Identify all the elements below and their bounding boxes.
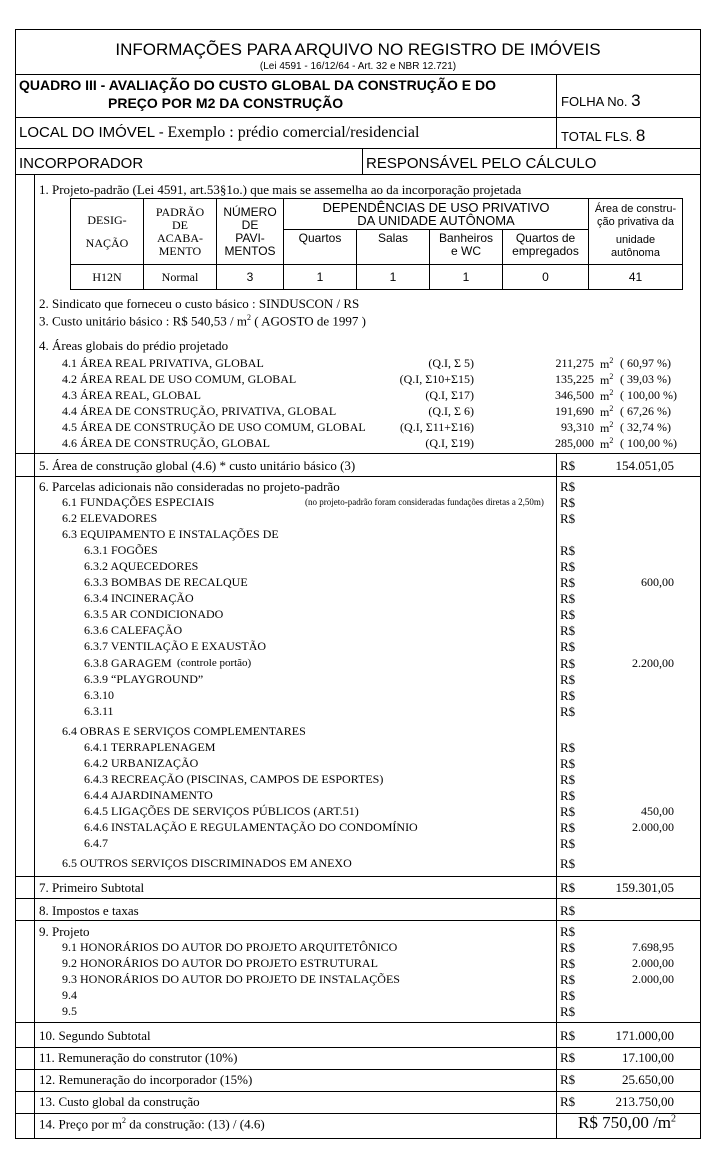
item11-label: 11. Remuneração do construtor (10%) xyxy=(39,1050,238,1065)
item-9-value: 2.000,00 xyxy=(632,956,674,970)
divider xyxy=(15,876,701,877)
table-cell: 0 xyxy=(503,265,589,290)
local-imovel: LOCAL DO IMÓVEL - Exemplo : prédio comercial/residencial xyxy=(19,124,420,141)
item-9-row: 9.4 xyxy=(62,988,77,1002)
currency-label: R$ xyxy=(560,924,576,939)
responsavel-label: RESPONSÁVEL PELO CÁLCULO xyxy=(366,155,597,172)
area-row-unit: $m^2$ xyxy=(600,372,614,387)
area-row-ref: (Q.I, Σ11+Σ16) xyxy=(400,420,474,434)
item-6-row: 6.4.4 AJARDINAMENTO xyxy=(84,788,213,802)
currency-label: R$ xyxy=(560,656,576,671)
item-6-row: 6.4.1 TERRAPLENAGEM xyxy=(84,740,216,754)
item-9-row: 9. Projeto xyxy=(39,924,90,939)
table-cell: 1 xyxy=(357,265,430,290)
total-fls: TOTAL FLS. 8 xyxy=(561,126,646,145)
area-row-unit: $m^2$ xyxy=(600,436,614,451)
currency-label: R$ xyxy=(560,623,576,638)
currency-column-line xyxy=(556,453,557,1139)
item-7-value: 159.301,05 xyxy=(615,880,674,895)
area-row-label: 4.1 ÁREA REAL PRIVATIVA, GLOBAL xyxy=(62,356,264,370)
area-row-ref: (Q.I, Σ 5) xyxy=(428,356,474,370)
area-row-ref: (Q.I, Σ 6) xyxy=(428,404,474,418)
col-banheiros: Banheiros e WC xyxy=(430,230,503,265)
item-6-value: 600,00 xyxy=(641,575,674,589)
quadro-title-line1: QUADRO III - AVALIAÇÃO DO CUSTO GLOBAL DA CONSTRUÇÃO E DO xyxy=(19,77,497,93)
item-6-row: 6.3 EQUIPAMENTO E INSTALAÇÕES DE xyxy=(62,527,279,541)
item-7-label: 7. Primeiro Subtotal xyxy=(39,880,145,895)
item-6-row: 6.3.7 VENTILAÇÃO E EXAUSTÃO xyxy=(84,639,267,653)
area-row-ref: (Q.I, Σ10+Σ15) xyxy=(399,372,474,386)
divider xyxy=(362,148,363,174)
divider xyxy=(15,1047,701,1048)
currency-label: R$ xyxy=(560,880,576,895)
divider xyxy=(15,476,701,477)
currency-label: R$ xyxy=(560,672,576,687)
incorporador-label: INCORPORADOR xyxy=(19,155,144,172)
item-9-row: 9.5 xyxy=(62,1004,77,1018)
currency-label: R$ xyxy=(560,543,576,558)
table-cell: 1 xyxy=(430,265,503,290)
folha-value: 3 xyxy=(631,91,641,110)
divider xyxy=(15,74,701,75)
table-cell: H12N xyxy=(71,265,144,290)
divider xyxy=(15,1022,701,1023)
divider xyxy=(15,174,701,175)
area-row-value: 346,500 xyxy=(555,388,594,402)
item-9-value: 2.000,00 xyxy=(632,972,674,986)
item-9-row: 9.3 HONORÁRIOS DO AUTOR DO PROJETO DE INSTALAÇÕES xyxy=(62,972,400,986)
col-numero: NÚMERO DE PAVI- MENTOS xyxy=(217,199,284,265)
currency-label: R$ xyxy=(560,704,576,719)
area-row-unit: $m^2$ xyxy=(600,420,614,435)
item-6-row: 6.5 OUTROS SERVIÇOS DISCRIMINADOS EM ANEXO xyxy=(62,856,352,870)
col-dependencias: DEPENDÊNCIAS DE USO PRIVATIVO DA UNIDADE AUTÔNOMA xyxy=(284,199,589,230)
item-6-row: 6.3.10 xyxy=(84,688,114,702)
area-row-value: 93,310 xyxy=(561,420,594,434)
item-6-row: 6.3.5 AR CONDICIONADO xyxy=(84,607,224,621)
item10-value: 171.000,00 xyxy=(615,1028,674,1043)
quadro-title-line2: PREÇO POR M2 DA CONSTRUÇÃO xyxy=(108,95,344,111)
divider xyxy=(15,453,701,454)
currency-label: R$ xyxy=(560,495,576,510)
folha-label: FOLHA No. 3 xyxy=(561,91,641,110)
item-6-value: 2.000,00 xyxy=(632,820,674,834)
item-8-label: 8. Impostos e taxas xyxy=(39,903,139,918)
item12-label: 12. Remuneração do incorporador (15%) xyxy=(39,1072,253,1087)
divider xyxy=(15,1091,701,1092)
currency-label: R$ xyxy=(560,1004,576,1019)
currency-label: R$ xyxy=(560,988,576,1003)
currency-label: R$ xyxy=(560,940,576,955)
col-quartos: Quartos xyxy=(284,230,357,265)
currency-label: R$ xyxy=(560,972,576,987)
area-row-ref: (Q.I, Σ17) xyxy=(425,388,474,402)
divider xyxy=(15,898,701,899)
item-9-row: 9.1 HONORÁRIOS DO AUTOR DO PROJETO ARQUITETÔNICO xyxy=(62,940,398,954)
area-row-percent: ( 32,74 %) xyxy=(620,420,671,434)
currency-label: R$ xyxy=(560,756,576,771)
item12-value: 25.650,00 xyxy=(622,1072,674,1087)
item-6-row: 6.4.3 RECREAÇÃO (PISCINAS, CAMPOS DE ESPORTES) xyxy=(84,772,384,786)
divider xyxy=(556,74,557,148)
item-2-text: 2. Sindicato que forneceu o custo básico : SINDUSCON / RS xyxy=(39,296,360,311)
table-cell: Normal xyxy=(144,265,217,290)
form-subtitle: (Lei 4591 - 16/12/64 - Art. 32 e NBR 12.721) xyxy=(259,61,457,72)
table-cell: 41 xyxy=(589,265,683,290)
item-6-row: 6.3.11 xyxy=(84,704,114,718)
col-area: Área de constru- ção privativa da unidade autônoma xyxy=(589,199,683,265)
item-6-row: 6.4.5 LIGAÇÕES DE SERVIÇOS PÚBLICOS (ART.51) xyxy=(84,804,359,818)
item-6-row: 6.4.6 INSTALAÇÃO E REGULAMENTAÇÃO DO CONDOMÍNIO xyxy=(84,820,418,834)
col-designacao: DESIG- NAÇÃO xyxy=(71,199,144,265)
item13-value: 213.750,00 xyxy=(615,1094,674,1109)
currency-label: R$ xyxy=(560,479,576,494)
item-6-value: 2.200,00 xyxy=(632,656,674,670)
item10-label: 10. Segundo Subtotal xyxy=(39,1028,151,1043)
item-5-value: 154.051,05 xyxy=(615,458,674,473)
divider xyxy=(15,920,701,921)
item-6-row: 6.3.4 INCINERAÇÃO xyxy=(84,591,194,605)
area-row-unit: $m^2$ xyxy=(600,356,614,371)
currency-label: R$ xyxy=(560,575,576,590)
currency-label: R$ xyxy=(560,836,576,851)
item-6-row: 6.3.3 BOMBAS DE RECALQUE xyxy=(84,575,248,589)
item-6-row: 6.1 FUNDAÇÕES ESPECIAIS xyxy=(62,495,215,509)
garagem-note: (controle portão) xyxy=(177,657,252,669)
item-14-value: R$ 750,00 $/m^2$ xyxy=(578,1113,677,1132)
table-cell: 1 xyxy=(284,265,357,290)
area-row-value: 191,690 xyxy=(555,404,594,418)
area-row-unit: $m^2$ xyxy=(600,404,614,419)
item-14-label: 14. Preço por $m^2$ da construção: (13) / (4.6) xyxy=(39,1116,265,1132)
divider xyxy=(15,1069,701,1070)
area-row-percent: ( 67,26 %) xyxy=(620,404,671,418)
item-6-row: 6.3.1 FOGÕES xyxy=(84,543,158,557)
area-row-ref: (Q.I, Σ19) xyxy=(425,436,474,450)
item13-label: 13. Custo global da construção xyxy=(39,1094,200,1109)
left-margin-line xyxy=(34,174,35,1139)
item-9-value: 7.698,95 xyxy=(632,940,674,954)
item-6-row: 6.3.9 “PLAYGROUND” xyxy=(84,672,204,686)
item-6-row: 6.3.8 GARAGEM xyxy=(84,656,172,670)
currency-label: R$ xyxy=(560,903,576,918)
area-row-unit: $m^2$ xyxy=(600,388,614,403)
area-row-value: 211,275 xyxy=(555,356,594,370)
area-row-label: 4.2 ÁREA REAL DE USO COMUM, GLOBAL xyxy=(62,372,297,386)
item-1-text: 1. Projeto-padrão (Lei 4591, art.53§1o.) que mais se assemelha ao da incorporação projetada xyxy=(39,182,522,197)
item-6-row: 6. Parcelas adicionais não consideradas no projeto-padrão xyxy=(39,479,340,494)
fundacoes-note: (no projeto-padrão foram consideradas fundações diretas a 2,50m) xyxy=(305,497,544,507)
item-5-label: 5. Área de construção global (4.6) * custo unitário básico (3) xyxy=(39,458,356,473)
currency-label: R$ xyxy=(560,511,576,526)
table-cell: 3 xyxy=(217,265,284,290)
divider xyxy=(15,148,701,149)
item-9-row: 9.2 HONORÁRIOS DO AUTOR DO PROJETO ESTRUTURAL xyxy=(62,956,378,970)
area-row-label: 4.3 ÁREA REAL, GLOBAL xyxy=(62,388,201,402)
item-3-text: 3. Custo unitário básico : R$ $540,53 / m^2$ ( AGOSTO de 1997 ) xyxy=(39,313,366,329)
area-row-value: 285,000 xyxy=(555,436,594,450)
col-padrao: PADRÃO DE ACABA- MENTO xyxy=(144,199,217,265)
currency-label: R$ xyxy=(560,688,576,703)
col-salas: Salas xyxy=(357,230,430,265)
area-row-label: 4.6 ÁREA DE CONSTRUÇÃO, GLOBAL xyxy=(62,436,271,450)
currency-label: R$ xyxy=(560,788,576,803)
item-6-row: 6.4.7 xyxy=(84,836,108,850)
area-row-value: 135,225 xyxy=(555,372,594,386)
item-6-row: 6.4.2 URBANIZAÇÃO xyxy=(84,756,199,770)
area-row-percent: ( 60,97 %) xyxy=(620,356,671,370)
currency-label: R$ xyxy=(560,1028,576,1043)
currency-label: R$ xyxy=(560,1072,576,1087)
col-empregados: Quartos de empregados xyxy=(503,230,589,265)
currency-label: R$ xyxy=(560,1094,576,1109)
currency-label: R$ xyxy=(560,1050,576,1065)
currency-label: R$ xyxy=(560,804,576,819)
currency-label: R$ xyxy=(560,639,576,654)
area-row-percent: ( 100,00 %) xyxy=(620,436,677,450)
currency-label: R$ xyxy=(560,856,576,871)
currency-label: R$ xyxy=(560,591,576,606)
currency-label: R$ xyxy=(560,458,576,473)
item-6-row: 6.3.6 CALEFAÇÃO xyxy=(84,623,183,637)
item-4-title: 4. Áreas globais do prédio projetado xyxy=(39,338,229,353)
divider xyxy=(15,117,701,118)
form-title: INFORMAÇÕES PARA ARQUIVO NO REGISTRO DE IMÓVEIS xyxy=(115,40,601,59)
currency-label: R$ xyxy=(560,820,576,835)
item-6-row: 6.3.2 AQUECEDORES xyxy=(84,559,199,573)
area-row-label: 4.5 ÁREA DE CONSTRUÇÃO DE USO COMUM, GLOBAL xyxy=(62,420,366,434)
currency-label: R$ xyxy=(560,772,576,787)
item11-value: 17.100,00 xyxy=(622,1050,674,1065)
currency-label: R$ xyxy=(560,956,576,971)
currency-label: R$ xyxy=(560,559,576,574)
item-6-value: 450,00 xyxy=(641,804,674,818)
projeto-padrao-table xyxy=(70,198,683,290)
item-6-row: 6.4 OBRAS E SERVIÇOS COMPLEMENTARES xyxy=(62,724,306,738)
currency-label: R$ xyxy=(560,740,576,755)
currency-label: R$ xyxy=(560,607,576,622)
area-row-label: 4.4 ÁREA DE CONSTRUÇÃO, PRIVATIVA, GLOBAL xyxy=(62,404,337,418)
area-row-percent: ( 100,00 %) xyxy=(620,388,677,402)
item-6-row: 6.2 ELEVADORES xyxy=(62,511,158,525)
area-row-percent: ( 39,03 %) xyxy=(620,372,671,386)
